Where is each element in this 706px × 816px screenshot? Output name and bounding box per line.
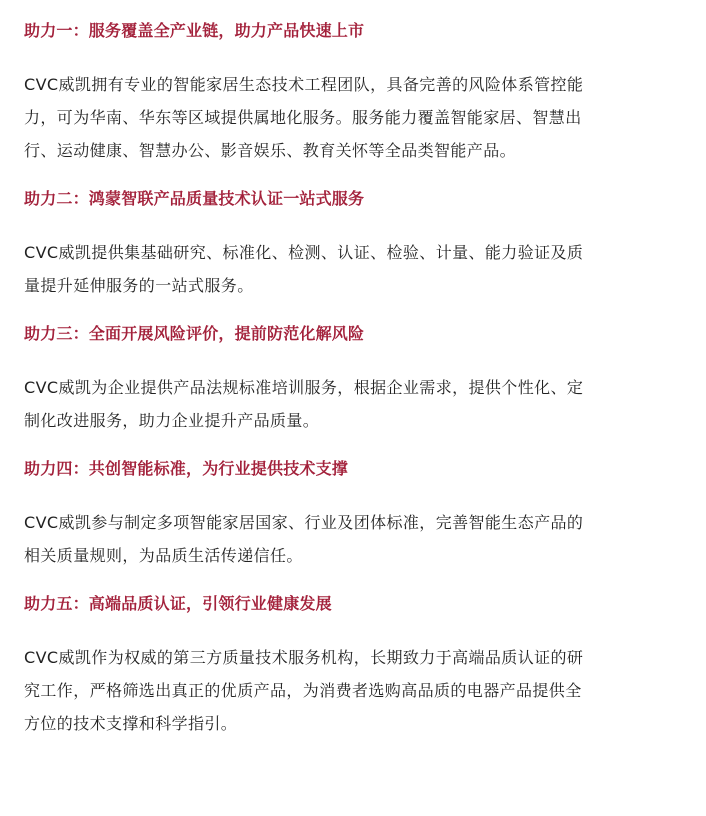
paragraph-line: 行、运动健康、智慧办公、影音娱乐、教育关怀等全品类智能产品。	[24, 141, 517, 160]
section-heading: 助力三：全面开展风险评价，提前防范化解风险	[24, 324, 365, 343]
section-paragraph	[24, 68, 676, 167]
paragraph-line: 相关质量规则，为品质生活传递信任。	[24, 546, 303, 565]
paragraph-line: 量提升延伸服务的一站式服务。	[24, 276, 254, 295]
paragraph-line: 究工作，严格筛选出真正的优质产品，为消费者选购高品质的电器产品提供全	[24, 681, 582, 700]
paragraph-line: 制化改进服务，助力企业提升产品质量。	[24, 411, 320, 430]
paragraph-line: 力，可为华南、华东等区域提供属地化服务。服务能力覆盖智能家居、智慧出	[24, 108, 582, 127]
section-3	[24, 321, 676, 437]
section-2	[24, 186, 676, 302]
section-heading: 助力二：鸿蒙智联产品质量技术认证一站式服务	[24, 189, 365, 208]
section-paragraph	[24, 371, 676, 437]
section-4	[24, 456, 676, 572]
section-paragraph	[24, 236, 676, 302]
section-5	[24, 591, 676, 740]
paragraph-line: CVC威凯为企业提供产品法规标准培训服务，根据企业需求，提供个性化、定	[24, 378, 584, 397]
section-heading: 助力一：服务覆盖全产业链，助力产品快速上市	[24, 21, 365, 40]
paragraph-line: CVC威凯参与制定多项智能家居国家、行业及团体标准，完善智能生态产品的	[24, 513, 584, 532]
paragraph-line: CVC威凯拥有专业的智能家居生态技术工程团队，具备完善的风险体系管控能	[24, 75, 584, 94]
paragraph-line: CVC威凯提供集基础研究、标准化、检测、认证、检验、计量、能力验证及质	[24, 243, 584, 262]
section-heading: 助力四：共创智能标准，为行业提供技术支撑	[24, 459, 349, 478]
paragraph-line: 方位的技术支撑和科学指引。	[24, 714, 238, 733]
section-paragraph	[24, 641, 676, 740]
section-paragraph	[24, 506, 676, 572]
section-heading: 助力五：高端品质认证，引领行业健康发展	[24, 594, 332, 613]
paragraph-line: CVC威凯作为权威的第三方质量技术服务机构，长期致力于高端品质认证的研	[24, 648, 584, 667]
section-1	[24, 18, 676, 167]
